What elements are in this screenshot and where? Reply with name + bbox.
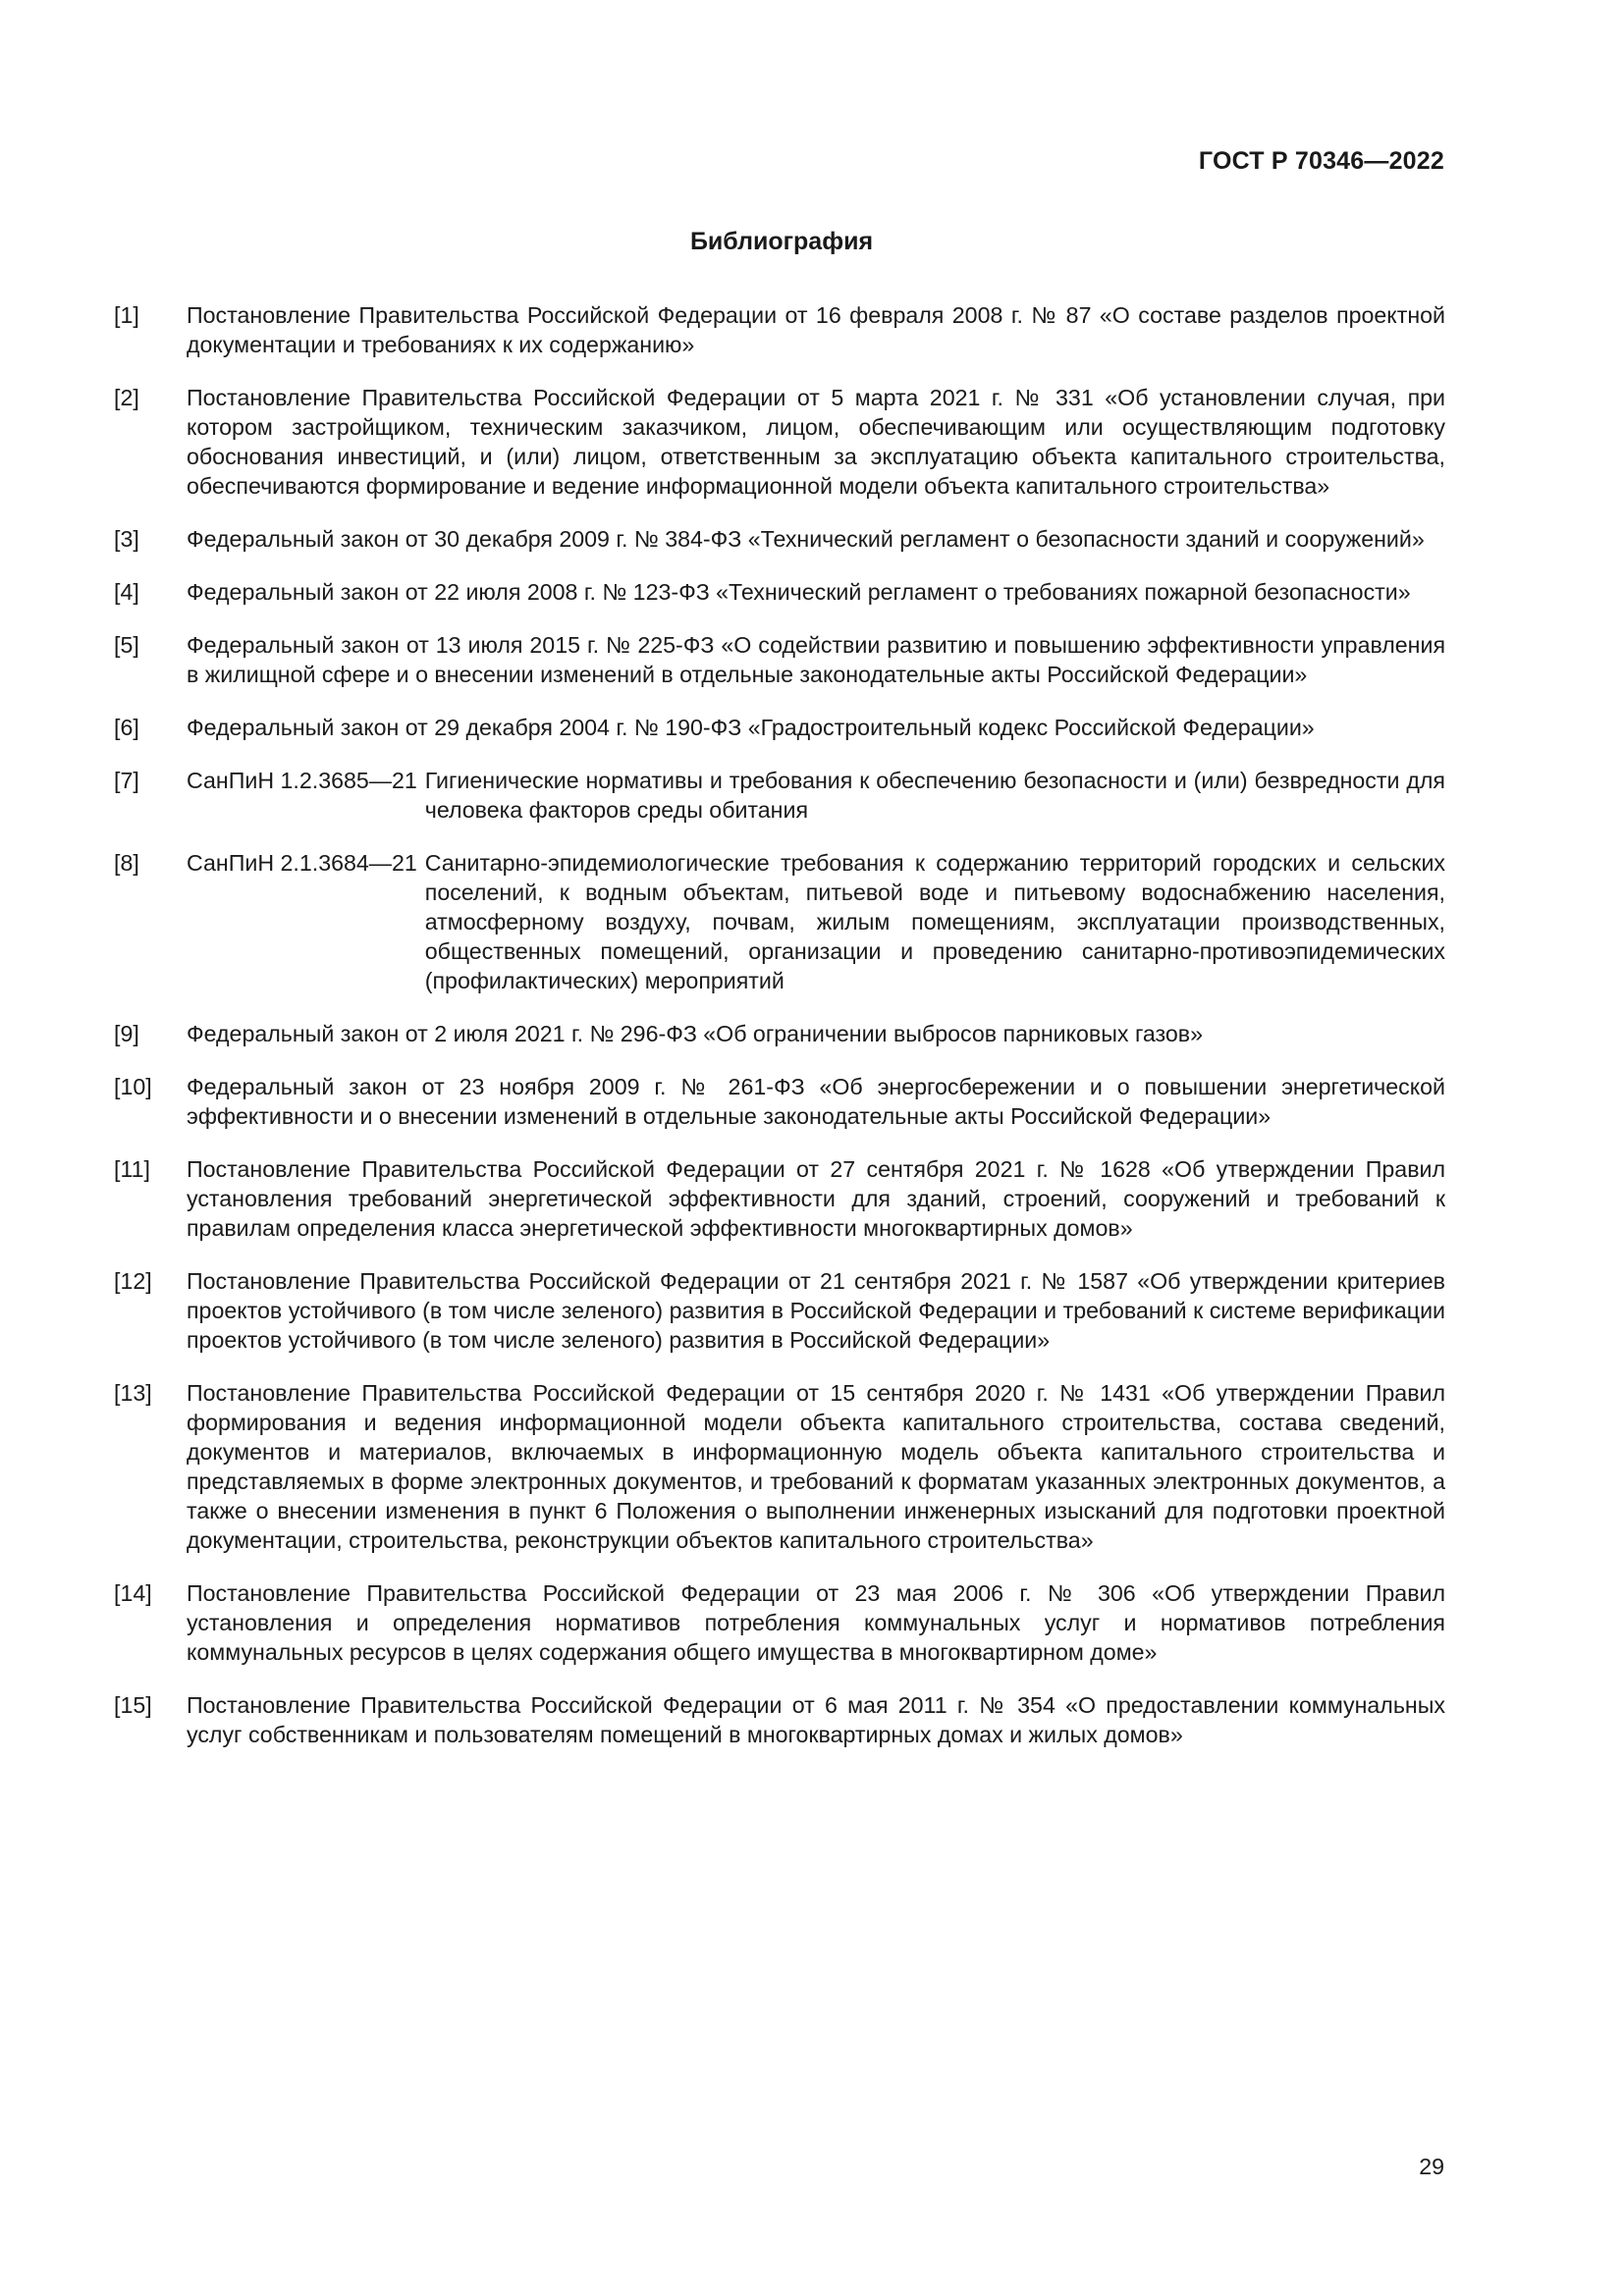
reference-text: Постановление Правительства Российской Федерации от 21 сентября 2021 г. № 1587 «Об утверждении критериев проектов устойчивого (в том числе зеленого) развития в Российской Федерации и требований к системе верификации проектов устойчивого (в том числе зеленого) развития в Российской Федерации» <box>187 1268 1445 1353</box>
bibliography-item <box>114 383 1445 501</box>
reference-number: [12] <box>114 1268 152 1294</box>
reference-text: Постановление Правительства Российской Федерации от 6 мая 2011 г. № 354 «О предоставлении коммунальных услуг собственникам и пользователям помещений в многоквартирных домах и жилых домов» <box>187 1692 1445 1747</box>
bibliography-item <box>114 1154 1445 1243</box>
reference-text: Постановление Правительства Российской Федерации от 27 сентября 2021 г. № 1628 «Об утверждении Правил установления требований энергетической эффективности для зданий, строений, сооружений и требований к правилам определения класса энергетической эффективности многоквартирных домов» <box>187 1156 1445 1241</box>
reference-text: Постановление Правительства Российской Федерации от 5 марта 2021 г. № 331 «Об установлении случая, при котором застройщиком, техническим заказчиком, лицом, обеспечивающим или осуществляющим подготовку обоснования инвестиций, и (или) лицом, ответственным за эксплуатацию объекта капитального строительства, обеспечиваются формирование и ведение информационной модели объекта капитального строительства» <box>187 385 1445 499</box>
reference-code: СанПиН 1.2.3685—21 <box>187 768 417 793</box>
bibliography-item <box>114 630 1445 689</box>
bibliography-item <box>114 1690 1445 1749</box>
reference-number: [14] <box>114 1580 152 1606</box>
page-header-standard-code: ГОСТ Р 70346—2022 <box>1198 147 1444 175</box>
bibliography-item <box>114 1019 1445 1048</box>
reference-number: [5] <box>114 632 139 658</box>
reference-number: [10] <box>114 1074 152 1099</box>
bibliography-item <box>114 848 1445 995</box>
bibliography-item <box>114 1378 1445 1555</box>
bibliography-item <box>114 300 1445 359</box>
bibliography-item <box>114 1578 1445 1667</box>
reference-number: [1] <box>114 302 139 328</box>
reference-number: [7] <box>114 768 139 793</box>
reference-text: Федеральный закон от 2 июля 2021 г. № 296-ФЗ «Об ограничении выбросов парниковых газов» <box>187 1021 1204 1046</box>
bibliography-item <box>114 713 1445 742</box>
bibliography-item <box>114 1266 1445 1355</box>
reference-number: [15] <box>114 1692 152 1718</box>
reference-number: [8] <box>114 850 139 876</box>
reference-text: Постановление Правительства Российской Федерации от 16 февраля 2008 г. № 87 «О составе разделов проектной документации и требованиях к их содержанию» <box>187 302 1445 357</box>
reference-text: Постановление Правительства Российской Федерации от 23 мая 2006 г. № 306 «Об утверждении Правил установления и определения нормативов потребления коммунальных услуг и нормативов потребления коммунальных ресурсов в целях содержания общего имущества в многоквартирном доме» <box>187 1580 1445 1665</box>
reference-text: Федеральный закон от 29 декабря 2004 г. № 190-ФЗ «Градостроительный кодекс Российской Федерации» <box>187 715 1315 740</box>
page-number: 29 <box>1419 2154 1444 2179</box>
reference-number: [13] <box>114 1380 152 1406</box>
page-title: Библиография <box>689 228 874 255</box>
reference-text: Гигиенические нормативы и требования к обеспечению безопасности и (или) безвредности для человека факторов среды обитания <box>424 768 1445 823</box>
bibliography-item <box>114 1072 1445 1131</box>
reference-number: [2] <box>114 385 139 410</box>
reference-text: Федеральный закон от 30 декабря 2009 г. № 384-ФЗ «Технический регламент о безопасности зданий и сооружений» <box>187 526 1425 552</box>
reference-text: Санитарно-эпидемиологические требования к содержанию территорий городских и сельских поселений, к водным объектам, питьевой воде и питьевому водоснабжению населения, атмосферному воздуху, почвам, жилым помещениям, эксплуатации производственных, общественных помещений, организации и проведению санитарно-противоэпидемических (профилактических) мероприятий <box>424 850 1445 993</box>
reference-text: Постановление Правительства Российской Федерации от 15 сентября 2020 г. № 1431 «Об утверждении Правил формирования и ведения информационной модели объекта капитального строительства, состава сведений, документов и материалов, включаемых в информационную модель объекта капитального строительства и представляемых в форме электронных документов, и требований к форматам указанных электронных документов, а также о внесении изменения в пункт 6 Положения о выполнении инженерных изысканий для подготовки проектной документации, строительства, реконструкции объектов капитального строительства» <box>187 1380 1445 1553</box>
bibliography-item <box>114 524 1445 554</box>
bibliography-item <box>114 577 1445 607</box>
reference-number: [6] <box>114 715 139 740</box>
reference-number: [4] <box>114 579 139 605</box>
reference-text: Федеральный закон от 23 ноября 2009 г. № 261-ФЗ «Об энергосбережении и о повышении энергетической эффективности и о внесении изменений в отдельные законодательные акты Российской Федерации» <box>187 1074 1445 1129</box>
reference-text: Федеральный закон от 13 июля 2015 г. № 225-ФЗ «О содействии развитию и повышению эффективности управления в жилищной сфере и о внесении изменений в отдельные законодательные акты Российской Федерации» <box>187 632 1445 687</box>
reference-number: [11] <box>114 1156 150 1182</box>
bibliography-list <box>114 300 1445 1773</box>
bibliography-item <box>114 766 1445 825</box>
reference-text: Федеральный закон от 22 июля 2008 г. № 123-ФЗ «Технический регламент о требованиях пожарной безопасности» <box>187 579 1411 605</box>
reference-number: [3] <box>114 526 139 552</box>
reference-code: СанПиН 2.1.3684—21 <box>187 850 417 876</box>
reference-number: [9] <box>114 1021 139 1046</box>
